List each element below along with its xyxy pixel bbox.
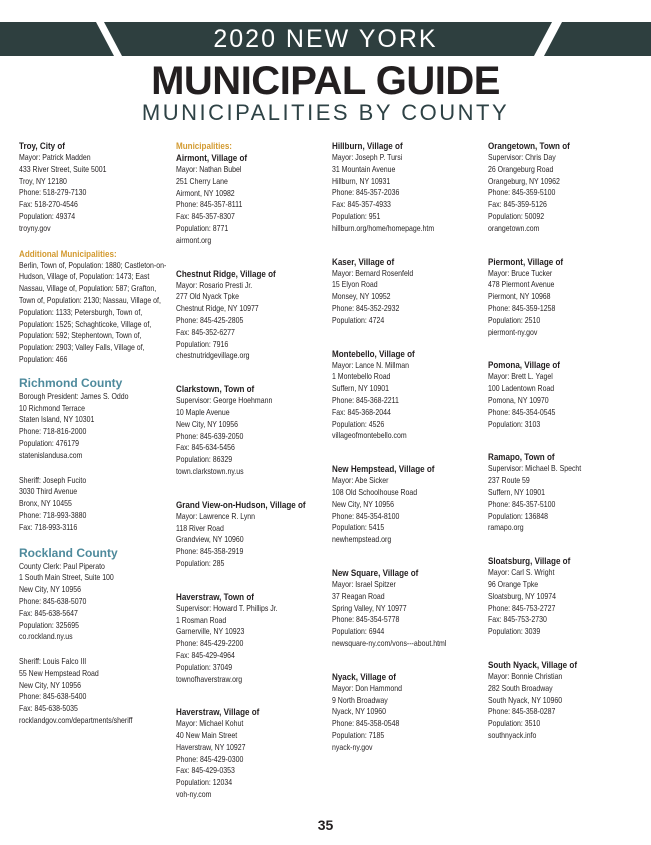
entry-line: Population: 4724 xyxy=(332,315,385,325)
entry-link: newsquare-ny.com/vons---about.html xyxy=(332,638,447,648)
entry-line: 433 River Street, Suite 5001 xyxy=(19,164,107,174)
entry-line: Supervisor: Chris Day xyxy=(488,153,556,162)
entry-line: Supervisor: Michael B. Specht xyxy=(488,464,582,474)
entry-line: Bronx, NY 10455 xyxy=(19,499,72,509)
entry-line: Mayor: Michael Kohut xyxy=(176,719,244,729)
entry-line: Troy, NY 12180 xyxy=(19,176,67,186)
entry-line: Phone: 845-357-8111 xyxy=(176,200,243,210)
entry-richmond-sheriff xyxy=(19,475,170,534)
county-heading-rockland: Rockland County xyxy=(19,545,118,560)
entry-line: Fax: 845-368-2044 xyxy=(332,407,391,417)
entry-montebello xyxy=(332,348,483,443)
entry-link: villageofmontebello.com xyxy=(332,431,407,441)
entry-line: Population: 4526 xyxy=(332,419,385,429)
entry-line: 37 Reagan Road xyxy=(332,591,385,601)
entry-line: Fax: 845-638-5035 xyxy=(19,704,78,714)
entry-line: 237 Route 59 xyxy=(488,476,530,486)
entry-line: Fax: 845-352-6277 xyxy=(176,327,235,337)
entry-link: newhempstead.org xyxy=(332,535,392,545)
entry-rockland-sheriff xyxy=(19,656,170,727)
entry-line: Grandview, NY 10960 xyxy=(176,535,244,545)
entry-line: Mayor: Lawrence R. Lynn xyxy=(176,511,256,521)
entry-line: Mayor: Bonnie Christian xyxy=(488,671,563,681)
entry-line: 1 South Main Street, Suite 100 xyxy=(19,573,114,583)
entry-line: 15 Elyon Road xyxy=(332,280,378,290)
entry-name: Chestnut Ridge, Village of xyxy=(176,267,276,279)
entry-line: Population: 37049 xyxy=(176,662,233,672)
entry-link: airmont.org xyxy=(176,235,212,245)
entry-line: Fax: 718-993-3116 xyxy=(19,522,78,532)
entry-line: Phone: 845-358-0287 xyxy=(488,707,556,717)
entry-line: Sheriff: Joseph Fucito xyxy=(19,475,87,485)
entry-line: Population: 476179 xyxy=(19,438,79,448)
entry-line: 96 Orange Tpke xyxy=(488,579,539,589)
entry-link: orangetown.com xyxy=(488,223,540,233)
additional-municipalities-text: Berlin, Town of, Population: 1880; Castleton-on-Hudson, Village of, Population: 1473; East Nassau, Village of, Population: 587; Grafton, Town of, Population: 2130; Nassau, Village of, Population: 1133; Petersburgh, Town of, Population: 1525; Schaghticoke, Village of, Population: 592; Stephentown, Town of, Population: 2903; Valley Falls, Village of, Population: 466 xyxy=(19,260,167,364)
entry-link: townofhaverstraw.org xyxy=(176,674,243,684)
entry-line: Population: 3103 xyxy=(488,419,541,429)
entry-line: Chestnut Ridge, NY 10977 xyxy=(176,304,259,314)
entry-line: Mayor: Nathan Bubel xyxy=(176,165,242,174)
entry-line: Phone: 845-358-2919 xyxy=(176,547,244,557)
entry-line: New City, NY 10956 xyxy=(176,419,239,429)
entry-line: County Clerk: Paul Piperato xyxy=(19,561,105,571)
entry-line: 10 Richmond Terrace xyxy=(19,403,86,413)
entry-line: Sloatsburg, NY 10974 xyxy=(488,591,556,601)
entry-line: Population: 3510 xyxy=(488,719,541,729)
entry-line: 40 New Main Street xyxy=(176,731,238,741)
entry-line: Phone: 718-816-2000 xyxy=(19,427,87,437)
entry-line: Population: 50092 xyxy=(488,211,545,221)
entry-line: Population: 136848 xyxy=(488,511,548,521)
entry-line: Phone: 845-638-5070 xyxy=(19,596,87,606)
entry-line: New City, NY 10956 xyxy=(19,680,82,690)
entry-line: 282 South Broadway xyxy=(488,683,553,693)
entry-link: rocklandgov.com/departments/sheriff xyxy=(19,716,133,726)
entry-line: 9 North Broadway xyxy=(332,695,388,705)
entry-line: Population: 7916 xyxy=(176,339,229,349)
entry-ramapo xyxy=(488,451,639,534)
entry-line: Phone: 845-357-2036 xyxy=(332,188,400,198)
entry-line: Population: 8771 xyxy=(176,223,229,233)
entry-name: Grand View-on-Hudson, Village of xyxy=(176,498,306,510)
entry-line: Fax: 845-638-5647 xyxy=(19,608,78,618)
entry-clarkstown xyxy=(176,383,327,478)
entry-line: New City, NY 10956 xyxy=(332,499,395,509)
entry-line: Phone: 845-359-5100 xyxy=(488,188,556,198)
entry-line: Population: 7185 xyxy=(332,730,385,740)
entry-line: 1 Montebello Road xyxy=(332,372,391,382)
entry-line: Phone: 845-359-1258 xyxy=(488,303,556,313)
entry-line: Mayor: Israel Spitzer xyxy=(332,579,396,589)
entry-line: Population: 12034 xyxy=(176,778,233,788)
entry-south-nyack xyxy=(488,659,639,742)
entry-troy xyxy=(19,140,170,235)
entry-line: Phone: 518-279-7130 xyxy=(19,188,87,198)
entry-link: co.rockland.ny.us xyxy=(19,632,73,642)
entry-line: Phone: 845-354-8100 xyxy=(332,511,400,521)
entry-name: New Hempstead, Village of xyxy=(332,463,435,475)
entry-line: Phone: 845-425-2805 xyxy=(176,315,244,325)
entry-name: South Nyack, Village of xyxy=(488,658,578,670)
entry-line: Fax: 845-357-4933 xyxy=(332,200,391,210)
entry-line: 100 Ladentown Road xyxy=(488,384,555,394)
header-banner xyxy=(0,22,651,56)
county-heading-richmond: Richmond County xyxy=(19,375,123,390)
entry-line: 108 Old Schoolhouse Road xyxy=(332,487,418,497)
entry-link: southnyack.info xyxy=(488,730,537,740)
entry-line: Suffern, NY 10901 xyxy=(488,487,546,497)
entry-link: nyack-ny.gov xyxy=(332,742,373,752)
entry-line: Mayor: Don Hammond xyxy=(332,683,403,693)
entry-line: Airmont, NY 10982 xyxy=(176,188,235,198)
entry-name: Troy, City of xyxy=(19,140,65,151)
entry-airmont xyxy=(176,152,327,247)
entry-name: Orangetown, Town of xyxy=(488,140,570,151)
entry-name: Haverstraw, Town of xyxy=(176,590,254,602)
entry-line: Borough President: James S. Oddo xyxy=(19,391,129,401)
entry-line: Fax: 845-634-5456 xyxy=(176,443,235,453)
page-title: MUNICIPAL GUIDE xyxy=(151,59,500,103)
entry-link: statenislandusa.com xyxy=(19,450,83,460)
entry-line: 26 Orangeburg Road xyxy=(488,164,554,174)
entry-line: Phone: 845-354-5778 xyxy=(332,615,400,625)
entry-line: Phone: 845-753-2727 xyxy=(488,603,556,613)
entry-line: 55 New Hempstead Road xyxy=(19,668,99,678)
entry-line: Monsey, NY 10952 xyxy=(332,292,391,302)
entry-line: Pomona, NY 10970 xyxy=(488,395,549,405)
entry-line: Mayor: Joseph P. Tursi xyxy=(332,153,403,162)
entry-line: 31 Mountain Avenue xyxy=(332,164,396,174)
column-1 xyxy=(19,140,171,727)
entry-name: Ramapo, Town of xyxy=(488,451,555,463)
entry-line: Garnerville, NY 10923 xyxy=(176,627,245,637)
entry-name: Clarkstown, Town of xyxy=(176,383,255,395)
entry-name: Nyack, Village of xyxy=(332,670,396,682)
entry-name: Pomona, Village of xyxy=(488,359,560,371)
entry-name: Sloatsburg, Village of xyxy=(488,555,571,567)
column-3 xyxy=(332,140,484,753)
entry-grand-view-on-hudson xyxy=(176,499,327,570)
entry-line: 277 Old Nyack Tpke xyxy=(176,292,239,302)
entry-line: Population: 6944 xyxy=(332,627,385,637)
municipalities-heading: Municipalities: xyxy=(176,140,233,151)
entry-line: 1 Rosman Road xyxy=(176,615,227,625)
entry-line: Phone: 845-358-0548 xyxy=(332,719,400,729)
entry-line: Population: 3039 xyxy=(488,627,541,637)
entry-line: Phone: 845-638-5400 xyxy=(19,692,87,702)
entry-name: Hillburn, Village of xyxy=(332,140,403,151)
entry-name: Kaser, Village of xyxy=(332,255,395,267)
entry-line: Orangeburg, NY 10962 xyxy=(488,176,560,186)
entry-name: New Square, Village of xyxy=(332,566,419,578)
entry-line: South Nyack, NY 10960 xyxy=(488,695,563,705)
entry-line: Fax: 845-429-0353 xyxy=(176,766,235,776)
entry-orangetown xyxy=(488,140,639,235)
entry-name: Piermont, Village of xyxy=(488,255,564,267)
entry-line: Population: 86329 xyxy=(176,455,233,465)
entry-nyack xyxy=(332,671,483,754)
entry-line: Fax: 845-753-2730 xyxy=(488,615,547,625)
entry-line: Phone: 845-352-2932 xyxy=(332,303,400,313)
entry-line: Fax: 845-429-4964 xyxy=(176,650,235,660)
column-2 xyxy=(176,140,328,801)
entry-line: Haverstraw, NY 10927 xyxy=(176,742,246,752)
entry-link: town.clarkstown.ny.us xyxy=(176,466,244,476)
entry-line: Mayor: Patrick Madden xyxy=(19,153,91,162)
entry-haverstraw-town xyxy=(176,591,327,686)
entry-link: piermont-ny.gov xyxy=(488,327,538,337)
entry-line: Population: 325695 xyxy=(19,620,79,630)
entry-line: Population: 2510 xyxy=(488,315,541,325)
entry-line: Population: 49374 xyxy=(19,211,76,221)
entry-line: 251 Cherry Lane xyxy=(176,176,228,186)
entry-haverstraw-village xyxy=(176,706,327,801)
entry-link: troyny.gov xyxy=(19,223,51,233)
page-subtitle: MUNICIPALITIES BY COUNTY xyxy=(141,100,510,125)
entry-line: 118 River Road xyxy=(176,523,224,533)
entry-line: Sheriff: Louis Falco III xyxy=(19,657,87,667)
entry-link: ramapo.org xyxy=(488,523,524,533)
entry-name: Haverstraw, Village of xyxy=(176,706,260,718)
additional-municipalities-heading: Additional Municipalities: xyxy=(19,247,117,259)
entry-line: Phone: 845-368-2211 xyxy=(332,395,399,405)
entry-line: Phone: 845-639-2050 xyxy=(176,431,244,441)
entry-line: Phone: 845-429-0300 xyxy=(176,754,244,764)
entry-link: voh-ny.com xyxy=(176,790,212,800)
banner-title: 2020 NEW YORK xyxy=(213,25,438,53)
entry-line: Fax: 845-359-5126 xyxy=(488,200,547,210)
entry-line: Phone: 845-354-0545 xyxy=(488,407,556,417)
entry-line: Population: 951 xyxy=(332,211,381,221)
entry-new-hempstead xyxy=(332,463,483,546)
entry-line: Spring Valley, NY 10977 xyxy=(332,603,407,613)
entry-richmond-borough-president xyxy=(19,391,170,462)
entry-hillburn xyxy=(332,140,483,235)
entry-line: 10 Maple Avenue xyxy=(176,407,230,417)
entry-line: Mayor: Bruce Tucker xyxy=(488,268,553,278)
entry-line: Population: 5415 xyxy=(332,523,385,533)
entry-line: Nyack, NY 10960 xyxy=(332,707,387,717)
entry-line: Piermont, NY 10968 xyxy=(488,292,551,302)
entry-line: Supervisor: Howard T. Phillips Jr. xyxy=(176,603,278,613)
page-number: 35 xyxy=(317,817,334,833)
entry-line: New City, NY 10956 xyxy=(19,585,82,595)
entry-sloatsburg xyxy=(488,555,639,638)
entry-line: Hillburn, NY 10931 xyxy=(332,176,391,186)
entry-line: Phone: 845-429-2200 xyxy=(176,639,244,649)
entry-name: Montebello, Village of xyxy=(332,347,415,359)
entry-line: Fax: 518-270-4546 xyxy=(19,200,78,210)
entry-chestnut-ridge xyxy=(176,268,327,363)
entry-line: Mayor: Rosario Presti Jr. xyxy=(176,280,253,290)
entry-line: 478 Piermont Avenue xyxy=(488,280,555,290)
entry-kaser xyxy=(332,256,483,327)
entry-line: Mayor: Lance N. Millman xyxy=(332,360,409,370)
entry-link: chestnutridgevillage.org xyxy=(176,351,250,361)
entry-line: Suffern, NY 10901 xyxy=(332,384,390,394)
entry-line: Fax: 845-357-8307 xyxy=(176,212,235,222)
entry-line: Mayor: Abe Sicker xyxy=(332,476,389,486)
entry-rockland-clerk xyxy=(19,561,170,644)
entry-line: Population: 285 xyxy=(176,558,225,568)
entry-piermont xyxy=(488,256,639,339)
entry-line: Phone: 718-993-3880 xyxy=(19,510,87,520)
entry-new-square xyxy=(332,567,483,650)
entry-pomona xyxy=(488,359,639,430)
entry-line: Mayor: Brett L. Yagel xyxy=(488,372,553,382)
entry-line: Mayor: Carl S. Wright xyxy=(488,568,555,578)
entry-line: Supervisor: George Hoehmann xyxy=(176,396,273,406)
entry-line: Phone: 845-357-5100 xyxy=(488,499,556,509)
entry-line: 3030 Third Avenue xyxy=(19,487,78,497)
column-4 xyxy=(488,140,640,742)
entry-name: Airmont, Village of xyxy=(176,152,248,163)
entry-line: Mayor: Bernard Rosenfeld xyxy=(332,268,414,278)
entry-link: hillburn.org/home/homepage.htm xyxy=(332,223,435,233)
entry-line: Staten Island, NY 10301 xyxy=(19,415,95,425)
